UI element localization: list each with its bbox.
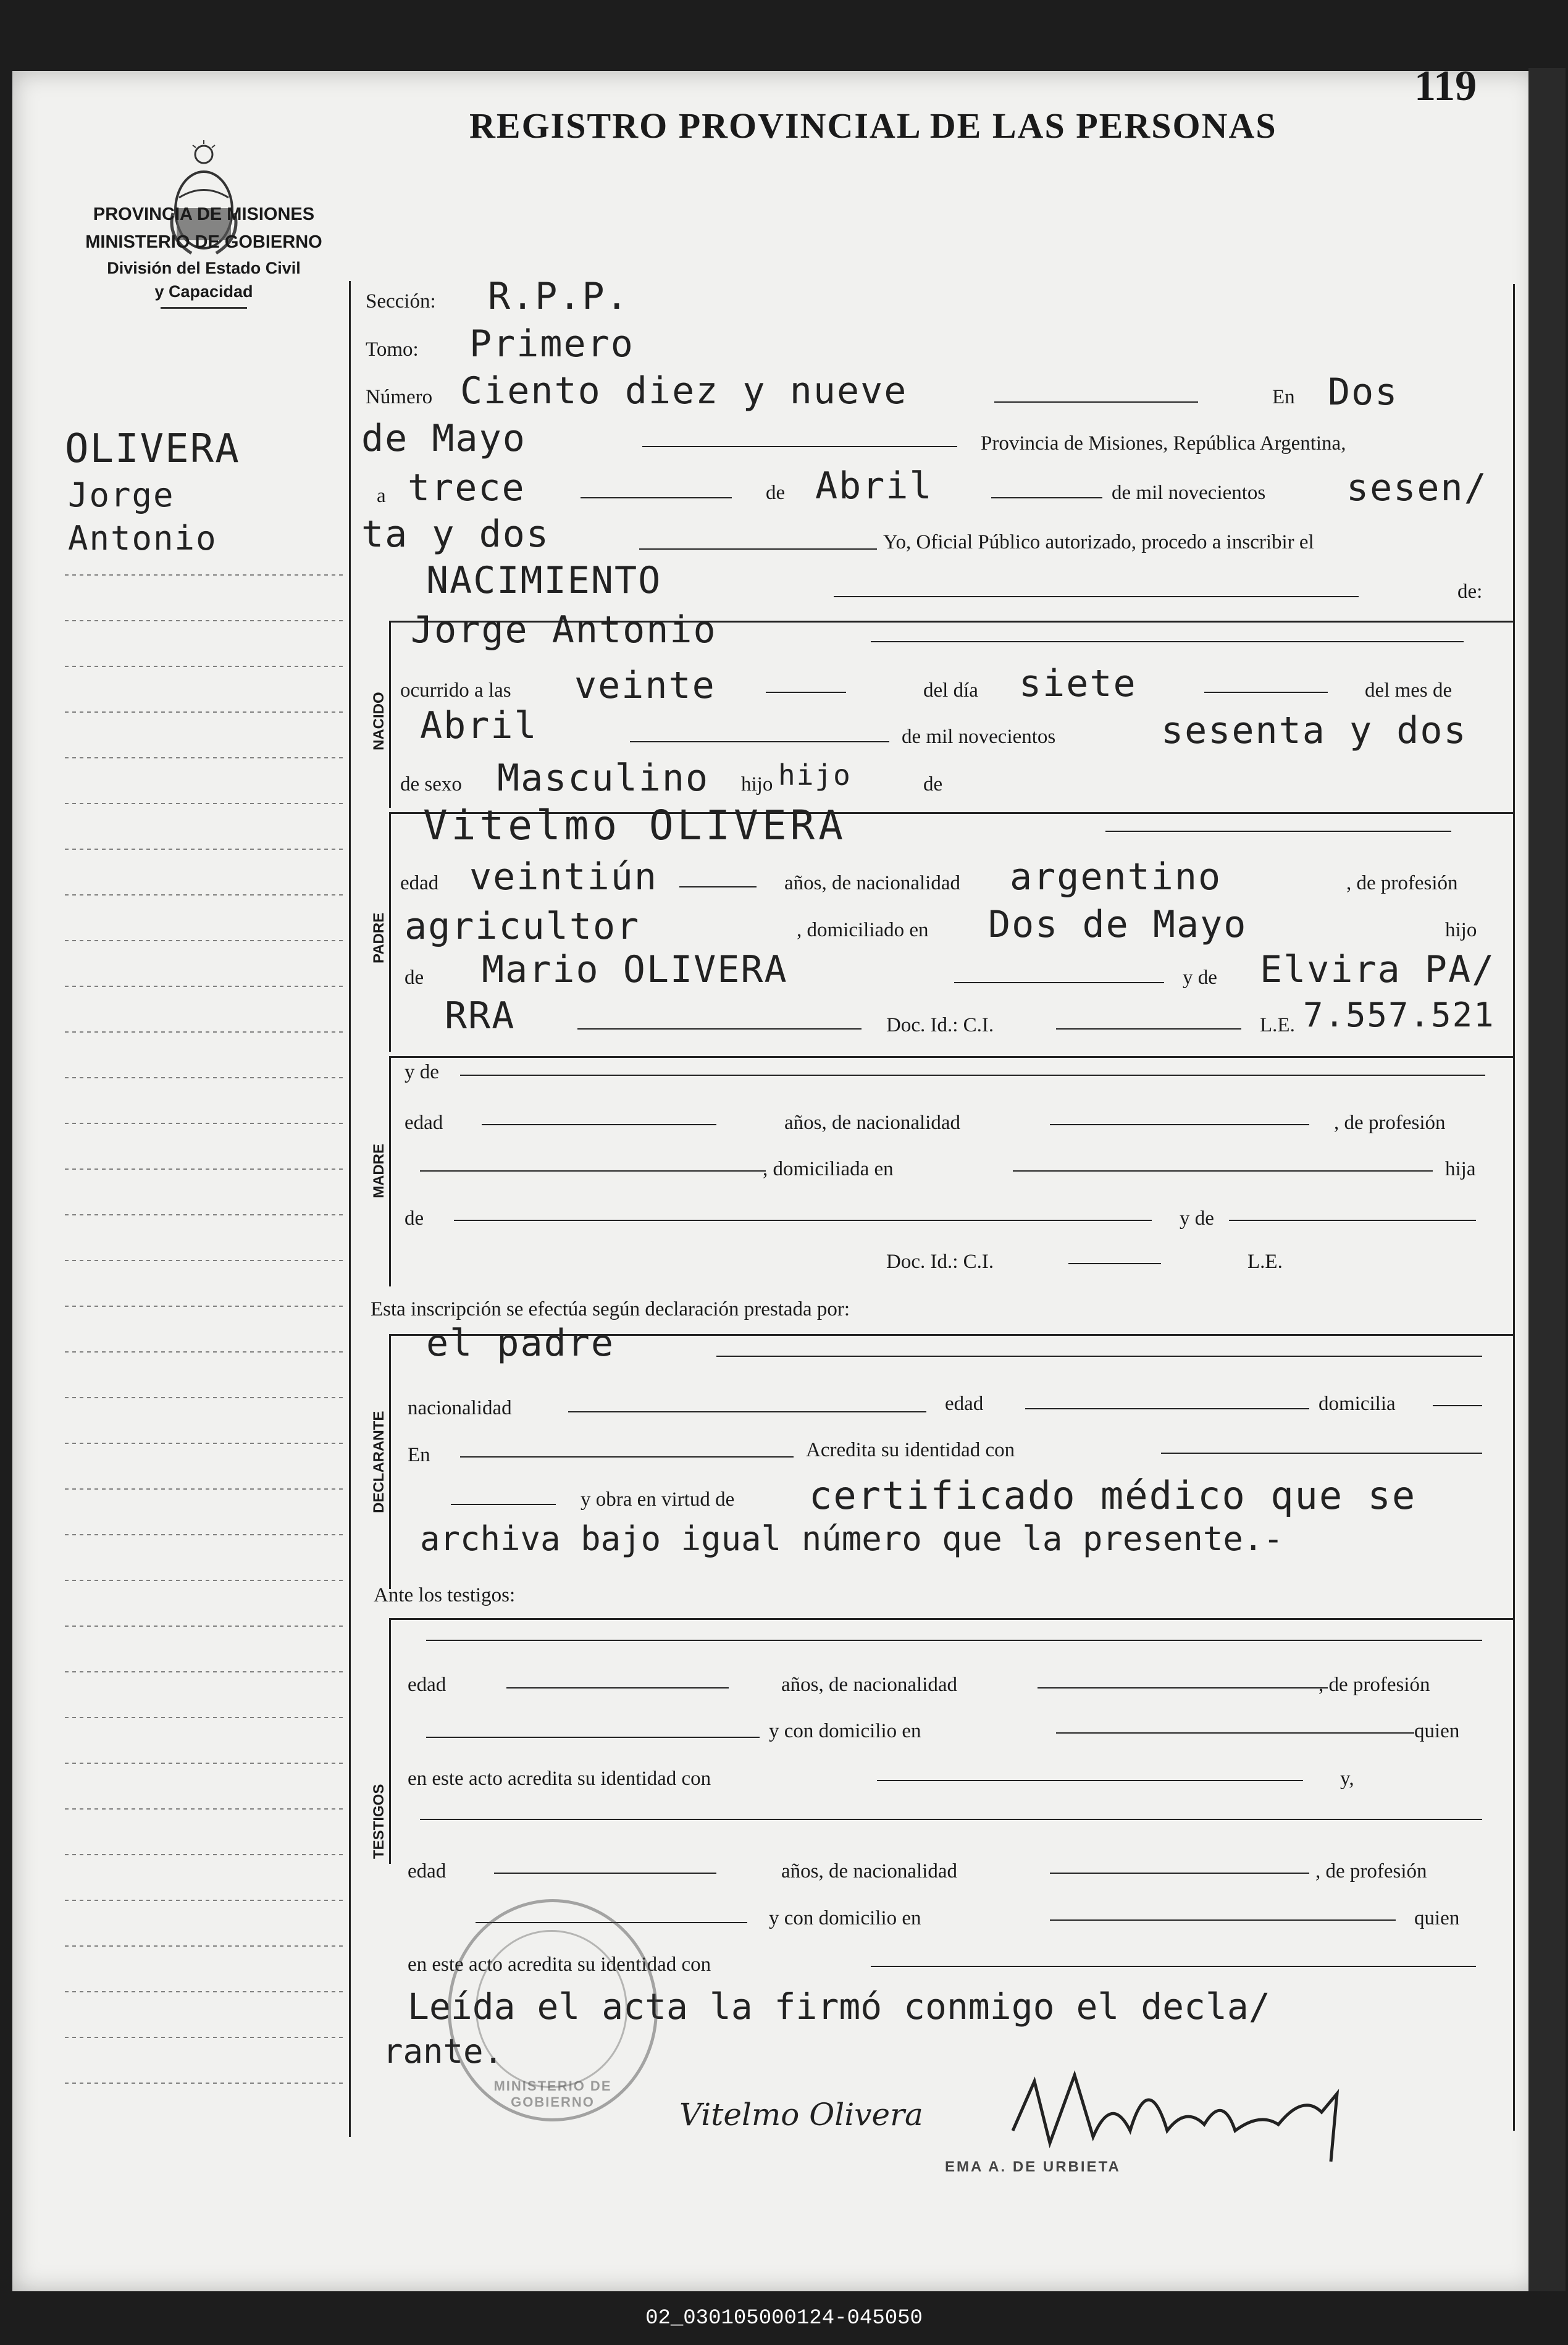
testigo2-prof-label: , de profesión [1315,1860,1427,1882]
fill-line [679,886,757,887]
division-name-2: y Capacidad [154,282,253,301]
testigo1-quien-label: quien [1414,1720,1460,1742]
fill-line [1056,1028,1241,1030]
del-dia-label: del día [923,679,978,702]
testigo2-edad-label: edad [408,1860,447,1882]
testigo2-quien-label: quien [1414,1907,1460,1929]
testigo2-acredita-label: en este acto acredita su identidad con [408,1953,711,1976]
cierre-value-2: rante. [383,2032,504,2071]
tomo-value: Primero [469,322,634,366]
ministry-name: MINISTERIO DE GOBIERNO [85,232,322,252]
madre-y-de-label: y de [405,1061,439,1083]
fill-line [1204,692,1328,693]
domiciliada-label: , domiciliada en [763,1158,894,1180]
fill-line [581,497,732,498]
declarante-en-label: En [408,1444,430,1466]
edad-padre-value: veintiún [469,855,658,899]
ocurrido-label: ocurrido a las [400,679,511,702]
declarante-side-label: DECLARANTE [371,1411,387,1513]
lugar-value-2: de Mayo [361,417,526,460]
fill-line [1050,1124,1309,1125]
domicilia-label: domicilia [1319,1393,1396,1415]
sexo-value: Masculino [497,757,710,800]
page-title: REGISTRO PROVINCIAL DE LAS PERSONAS [469,106,1277,146]
testigo1-y-label: y, [1340,1768,1354,1790]
signature-declarante: Vitelmo Olivera [679,2097,923,2133]
declarante-value: el padre [426,1322,614,1365]
nacionalidad-label: años, de nacionalidad [784,872,960,894]
padre-value: Vitelmo OLIVERA [423,802,847,849]
fill-line [426,1640,1482,1641]
madre-de-label: de [405,1207,424,1230]
anio-nac-value: sesenta y dos [1161,709,1467,752]
provincia-label: Provincia de Misiones, República Argentina, [981,432,1346,455]
fill-line [1013,1170,1433,1172]
anio-value-1: sesen/ [1346,466,1488,510]
madre-prof-label: , de profesión [1334,1112,1446,1134]
edad-label: edad [400,872,439,894]
doc-id-label: Doc. Id.: C.I. [886,1014,994,1036]
testigos-side-label: TESTIGOS [371,1784,387,1859]
abuela-value-1: Elvira PA/ [1260,948,1496,991]
signature-scribble-icon [1000,2057,1346,2168]
oficial-label: Yo, Oficial Público autorizado, procedo a inscribir el [883,531,1314,553]
fill-line [1105,831,1451,832]
lugar-value-1: Dos [1328,371,1399,414]
fill-line [420,1170,766,1172]
madre-edad-label: edad [405,1112,443,1134]
y-de-label: y de [1183,967,1217,989]
obra-value-2: archiva bajo igual número que la presente.- [420,1519,1283,1558]
signature-footer-text: EMA A. DE URBIETA [945,2158,1121,2175]
fill-line [994,401,1198,403]
fill-line [991,497,1102,498]
testigo1-prof-label: , de profesión [1319,1674,1430,1696]
fill-line [1025,1408,1309,1409]
fill-line [506,1687,729,1688]
fill-line [766,692,846,693]
fill-line [1161,1453,1482,1454]
abuelo-value: Mario OLIVERA [482,948,788,991]
numero-label: Número [366,386,433,408]
fill-line [454,1220,1152,1221]
de-colon-label: de: [1457,581,1483,603]
le-padre-value: 7.557.521 [1303,996,1495,1034]
fill-line [420,1819,1482,1820]
acredita-label: Acredita su identidad con [806,1439,1015,1461]
fill-line [482,1124,716,1125]
testigo1-acredita-label: en este acto acredita su identidad con [408,1768,711,1790]
madre-side-label: MADRE [371,1144,387,1198]
fill-line [1229,1220,1476,1221]
testigo2-nac-label: años, de nacionalidad [781,1860,957,1882]
fill-line [1050,1873,1309,1874]
stamp-text: MINISTERIO DE GOBIERNO [493,2078,612,2110]
hijo-value: hijo [778,758,852,792]
fill-line [639,548,877,550]
fill-line [577,1028,862,1030]
nacido-side-label: NACIDO [371,692,387,750]
sexo-label: de sexo [400,773,462,795]
a-label: a [377,485,386,507]
fill-line [451,1504,556,1505]
acto-value: NACIMIENTO [426,559,662,602]
de-label: de [766,482,786,504]
fill-line [494,1873,716,1874]
testigos-section [389,1618,1515,1864]
fill-line [642,446,957,447]
fill-line [630,741,889,742]
testigo1-dom-label: y con domicilio en [769,1720,921,1742]
fill-line [871,641,1464,642]
dia-nac-value: siete [1019,662,1137,705]
tomo-label: Tomo: [366,338,419,361]
cierre-value-1: Leída el acta la firmó conmigo el decla/ [408,1986,1270,2028]
de-label-3: de [405,967,424,989]
domiciliado-label: , domiciliado en [797,919,929,941]
hora-value: veinte [574,664,716,707]
mes-nac-value: Abril [420,704,538,747]
division-name: División del Estado Civil [107,259,301,277]
madre-y-de-2-label: y de [1180,1207,1214,1230]
profesion-label: , de profesión [1346,872,1458,894]
numero-value: Ciento diez y nueve [460,369,908,413]
declarante-nac-label: nacionalidad [408,1397,512,1419]
del-mes-label: del mes de [1365,679,1453,702]
mes-value: Abril [815,464,933,508]
testigo2-dom-label: y con domicilio en [769,1907,921,1929]
fill-line [426,1737,760,1738]
issuing-office [59,201,349,309]
fill-line [954,982,1164,983]
fill-line [871,1966,1476,1967]
fill-line [834,596,1359,597]
madre-doc-label: Doc. Id.: C.I. [886,1251,994,1273]
prof-padre-value: agricultor [405,905,640,948]
fill-line [460,1075,1485,1076]
hijo-label-2: hijo [1445,919,1477,941]
fill-line [1056,1732,1414,1734]
dia-value: trece [408,466,526,510]
padre-side-label: PADRE [371,912,387,963]
de-label-2: de [923,773,943,795]
obra-label: y obra en virtud de [581,1488,735,1511]
nac-padre-value: argentino [1010,855,1222,899]
fill-line [1050,1919,1396,1921]
fill-line [716,1356,1482,1357]
dom-padre-value: Dos de Mayo [988,903,1247,946]
madre-nac-label: años, de nacionalidad [784,1112,960,1134]
obra-value-1: certificado médico que se [809,1473,1417,1518]
declaracion-label: Esta inscripción se efectúa según declaración prestada por: [371,1298,850,1320]
margin-name-1: Jorge [68,476,175,514]
declarante-edad-label: edad [945,1393,984,1415]
hija-label: hija [1445,1158,1476,1180]
testigo1-nac-label: años, de nacionalidad [781,1674,957,1696]
nombre-value: Jorge Antonio [411,608,717,652]
abuela-value-2: RRA [445,994,516,1038]
fill-line [877,1780,1303,1781]
testigo1-edad-label: edad [408,1674,447,1696]
mil-nov-2-label: de mil novecientos [902,726,1056,748]
fill-line [1433,1405,1482,1406]
page-number: 119 [1414,62,1477,110]
seccion-label: Sección: [366,290,436,313]
margin-surname: OLIVERA [65,426,240,472]
en-label: En [1272,386,1295,408]
divider [161,307,247,309]
le-label: L.E. [1260,1014,1295,1036]
testigos-label: Ante los testigos: [374,1584,516,1606]
anio-value-2: ta y dos [361,513,550,556]
fill-line [1038,1687,1328,1688]
hijo-label: hijo [741,773,773,795]
province-name: PROVINCIA DE MISIONES [93,204,315,224]
book-spine [1528,68,1566,2291]
margin-ruled-lines [65,574,343,2128]
fill-line [1068,1263,1161,1264]
stamp-inner-ring [476,1930,627,2088]
fill-line [568,1411,926,1412]
mil-novecientos-label: de mil novecientos [1112,482,1266,504]
madre-le-label: L.E. [1247,1251,1283,1273]
seccion-value: R.P.P. [488,275,629,318]
file-name-caption: 02_030105000124-045050 [645,2307,923,2330]
fill-line [460,1456,794,1458]
margin-name-2: Antonio [68,519,217,558]
